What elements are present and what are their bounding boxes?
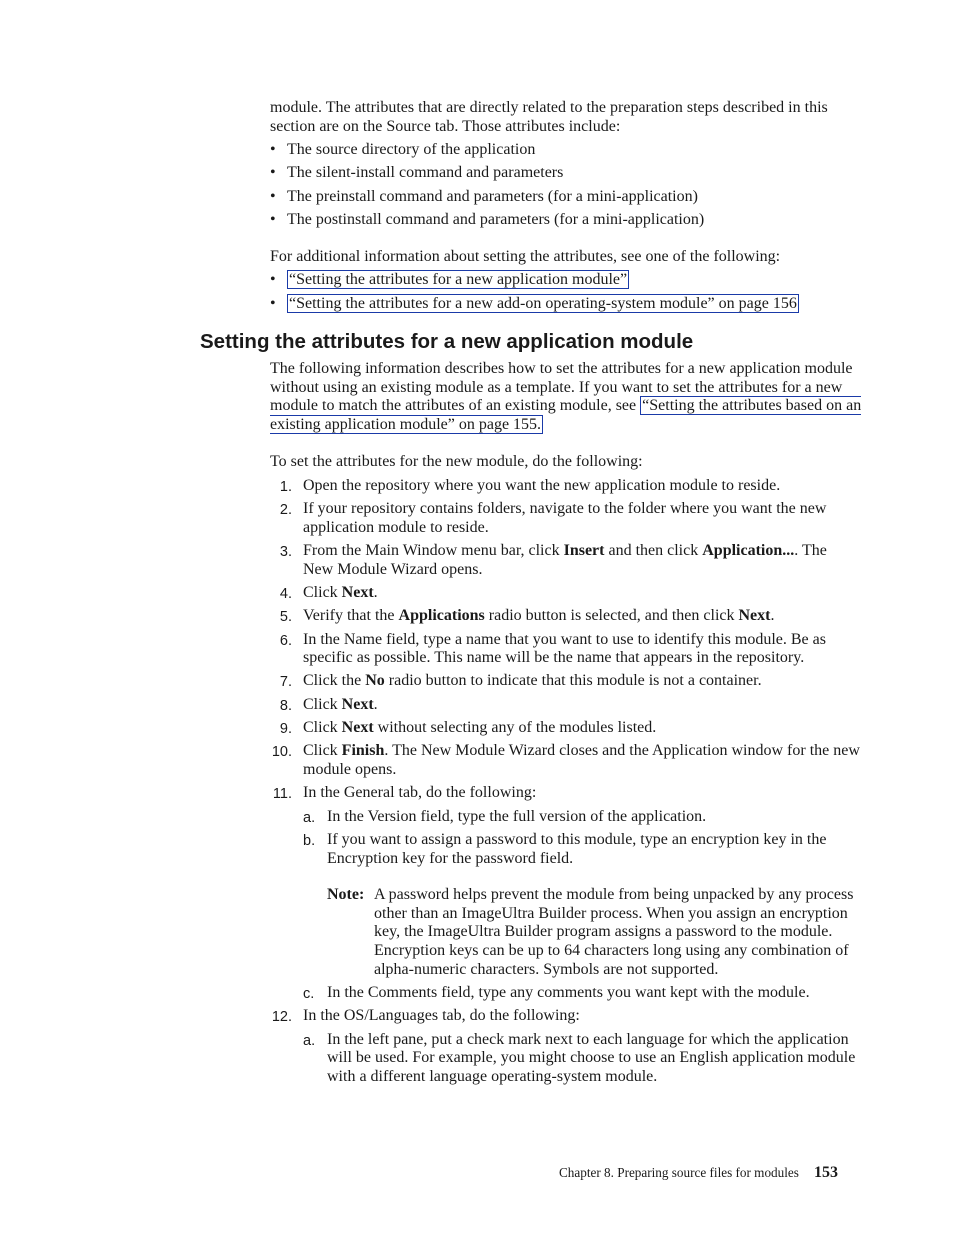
step-text: From the Main Window menu bar, click bbox=[303, 542, 564, 560]
list-item: • The postinstall command and parameters (for a mini-application) bbox=[270, 211, 870, 230]
related-links-list bbox=[270, 271, 910, 313]
step-number: 9. bbox=[279, 721, 292, 738]
ui-term: Finish bbox=[341, 742, 385, 760]
sub-step-text: If you want to assign a password to this module, type an encryption key in the Encryption key for the password field. bbox=[327, 831, 827, 867]
sub-steps-list bbox=[303, 808, 860, 1003]
source-attributes-list bbox=[270, 141, 870, 234]
ui-term: No bbox=[365, 672, 385, 690]
step-text: In the General tab, do the following: bbox=[303, 784, 537, 802]
sub-step-letter: a. bbox=[303, 1032, 316, 1049]
intro-paragraph: module. The attributes that are directly related to the preparation steps described in this section are on the Source tab. Those attributes include: bbox=[270, 99, 828, 135]
ui-term: Next bbox=[341, 584, 374, 602]
note-text: A password helps prevent the module from being unpacked by any process other than an ImageUltra Builder process. When you assign an encryption key, the ImageUltra Builder program assigns a password to the module. Encryption keys can be up to 64 characters long using any combination of alpha-numeric characters. Symbols are not supported. bbox=[374, 886, 854, 978]
step-number: 4. bbox=[279, 586, 292, 603]
step-item bbox=[270, 672, 860, 691]
step-text: radio button is selected, and then click bbox=[484, 607, 739, 625]
section-intro-paragraph bbox=[270, 360, 862, 434]
step-number: 8. bbox=[279, 697, 292, 714]
step-number: 5. bbox=[279, 609, 292, 626]
step-number: 1. bbox=[279, 479, 292, 495]
step-text: . The New Module Wizard closes and the Application window for the new module opens. bbox=[303, 742, 860, 778]
step-item bbox=[270, 500, 860, 537]
sub-step-item bbox=[303, 831, 860, 979]
list-item: • The source directory of the application bbox=[270, 141, 870, 160]
note-label: Note: bbox=[327, 886, 365, 904]
step-number: 2. bbox=[279, 502, 292, 519]
step-item bbox=[270, 1007, 860, 1086]
ui-term: Application... bbox=[702, 542, 795, 560]
list-item bbox=[270, 271, 910, 290]
link-existing-application-module[interactable]: “Setting the attributes based on an existing application module” on page 155. bbox=[270, 397, 862, 433]
sub-step-item bbox=[303, 1031, 860, 1087]
list-item: • The silent-install command and parameters bbox=[270, 164, 870, 183]
link-new-addon-os-module[interactable]: “Setting the attributes for a new add-on operating-system module” on page 156 bbox=[289, 294, 797, 312]
link-new-application-module[interactable]: “Setting the attributes for a new application module” bbox=[289, 271, 628, 288]
step-number: 10. bbox=[271, 744, 292, 761]
page-footer bbox=[559, 1162, 859, 1182]
step-text: . The New Module Wizard opens. bbox=[303, 542, 827, 578]
sub-step-item bbox=[303, 808, 860, 827]
step-text: . bbox=[373, 695, 378, 713]
ui-term: Next bbox=[341, 719, 374, 737]
step-item bbox=[270, 584, 860, 603]
step-item bbox=[270, 631, 860, 668]
step-text: . bbox=[373, 584, 378, 602]
sub-step-letter: c. bbox=[303, 985, 315, 1002]
step-text: without selecting any of the modules listed. bbox=[373, 719, 657, 737]
step-item bbox=[270, 542, 860, 579]
step-number: 11. bbox=[272, 786, 292, 803]
sub-steps-list bbox=[303, 1031, 860, 1087]
step-text: Verify that the bbox=[303, 607, 399, 625]
step-number: 3. bbox=[279, 544, 292, 561]
sub-step-text: In the Version field, type the full version of the application. bbox=[327, 807, 707, 825]
step-item bbox=[270, 719, 860, 738]
step-text: . bbox=[770, 607, 775, 625]
section-intro-text: The following information describes how to set the attributes for a new application module without using an existing module as a template. If you want to set the attributes for a new module to match the attributes of an existing module, see bbox=[270, 360, 853, 415]
ui-term: Next bbox=[341, 695, 374, 713]
step-item bbox=[270, 696, 860, 715]
sub-step-item bbox=[303, 984, 860, 1003]
list-item bbox=[270, 295, 910, 314]
step-text: and then click bbox=[604, 542, 703, 560]
step-item bbox=[270, 477, 860, 496]
sub-step-letter: a. bbox=[303, 809, 316, 826]
step-text: Open the repository where you want the new application module to reside. bbox=[303, 477, 781, 494]
list-item: • The preinstall command and parameters (for a mini-application) bbox=[270, 188, 870, 207]
steps-list bbox=[270, 477, 860, 1091]
step-text: If your repository contains folders, navigate to the folder where you want the new application module to reside. bbox=[303, 500, 827, 536]
step-item bbox=[270, 607, 860, 626]
step-text: radio button to indicate that this module is not a container. bbox=[384, 672, 762, 690]
step-number: 6. bbox=[279, 632, 292, 649]
step-text: Click bbox=[303, 584, 342, 602]
instructions-intro: To set the attributes for the new module, do the following: bbox=[270, 453, 643, 470]
section-heading: Setting the attributes for a new application module bbox=[200, 330, 694, 353]
ui-term: Applications bbox=[398, 607, 485, 625]
step-text: Click bbox=[303, 695, 342, 713]
step-number: 7. bbox=[279, 674, 292, 691]
ui-term: Next bbox=[738, 607, 771, 625]
step-number: 12. bbox=[271, 1009, 292, 1026]
step-text: In the Name field, type a name that you want to use to identify this module. Be as specific as possible. This name will be the name that appears in the repository. bbox=[303, 630, 826, 667]
chapter-title: Chapter 8. Preparing source files for modules bbox=[559, 1165, 799, 1180]
sub-step-text: In the Comments field, type any comments you want kept with the module. bbox=[327, 983, 810, 1001]
sub-step-letter: b. bbox=[303, 833, 316, 850]
additional-info-paragraph: For additional information about setting the attributes, see one of the following: bbox=[270, 248, 781, 265]
step-text: Click the bbox=[303, 672, 366, 690]
step-text: In the OS/Languages tab, do the following: bbox=[303, 1007, 580, 1025]
sub-step-text: In the left pane, put a check mark next to each language for which the application will be used. For example, you might choose to use an English application module with a different language operating-system module. bbox=[327, 1030, 856, 1085]
note-block bbox=[327, 886, 860, 979]
ui-term: Insert bbox=[563, 542, 605, 560]
step-item bbox=[270, 784, 860, 1002]
step-text: Click bbox=[303, 719, 342, 737]
step-item bbox=[270, 742, 860, 779]
page-number: 153 bbox=[813, 1164, 838, 1181]
step-text: Click bbox=[303, 742, 342, 760]
